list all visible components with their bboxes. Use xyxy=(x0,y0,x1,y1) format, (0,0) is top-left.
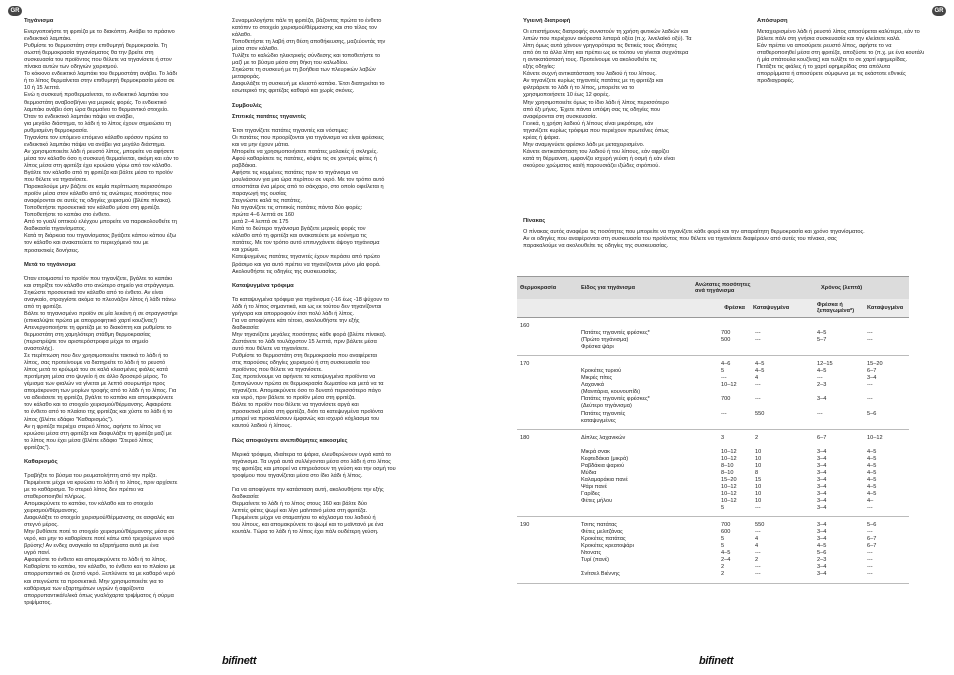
table-header xyxy=(517,276,909,299)
spacer xyxy=(24,269,226,276)
spacer xyxy=(232,445,447,452)
cell-time-fresh: 3–4 3–4 3–4 4–5 5–6 2–3 3–4 3–4 xyxy=(817,522,827,578)
paragraph: Έτσι τηγανίζετε πατάτες τηγανιτές και νόστιμες: Οι πατάτες που προορίζονται για τηγάνισμα να είναι φρέσκιες και να μην έχουν μάτια. Μπορείτε να χρησιμοποιήσετε πατάτες μαλακές ή σκληρές. Αφού καθαρίσετε τις πατάτες, κόψτε τις σε χοντρές φέτες ή ραβδάκια. Αφήστε τις κομμένες πατάτες πριν το τηγάνισμα να μουλιάσουν για μια ώρα περίπου σε νερό. Με τον τρόπο αυτό αποσπάται ένα μέρος από το σάκχαρο, στο οποίο οφείλεται η παραγωγή της ουσίας Στεγνώστε καλά τις πατάτες. Να τηγανίζετε τις σπιτικές πατάτες πάντα δύο φορές: πρώτα 4–6 λεπτά σε 160 μετά 2–4 λεπτά σε 175 Κατά το δεύτερο τηγάνισμα βγάζετε μερικές φορές τον κάλαθο από τη φριτέζα και ανακατεύετε με κούνημα τις πατάτες. Με τον τρόπο αυτό επιτυγχάνετε άψογο τηγάνισμα και χρώμα. Κατεψυγμένες πατάτες τηγανιτές έχουν περάσει από πρώτο βράσιμο και για αυτό πρέπει να τηγανίζονται μόνο μία φορά. Ακολουθήστε τις οδηγίες της συσκευασίας. xyxy=(232,127,385,275)
cell-qty-frozen: 4–5 4–5 4 --- --- 550 xyxy=(755,361,765,417)
section-heading: Υγιεινή διατροφή xyxy=(523,18,571,24)
section-heading: Καθαρισμός xyxy=(24,458,58,465)
cell-temperature: 190 xyxy=(520,522,530,529)
paragraph: Ενεργοποιήστε τη φριτέζα με το διακόπτη. Ανάβει το πράσινο ενδεικτικό λαμπάκι. Ρυθμίστε το θερμοστάτη στην επιθυμητή θερμοκρασία. Τη σωστή θερμοκρασία τηγανίσματος θα την βρείτε στη συσκευασία του προϊόντος που θέλετε να τηγανίσετε ή στον πίνακα αυτών των οδηγιών χειρισμού. Το κόκκινο ενδεικτικό λαμπάκι του θερμοστάτη ανάβει. Το λάδι ή το λίπος θερμαίνεται στην επιθυμητή θερμοκρασία μέσα σε 10 ή 15 λεπτά. Ενώ η συσκευή προθερμαίνεται, το ενδεικτικό λαμπάκι του θερμοστάτη αναβοσβήνει για μερικές φορές. Το ενδεικτικό λαμπάκι ανάβει όση ώρα θερμαίνει το θερμαντικό στοιχείο. Όταν το ενδεικτικό λαμπάκι πάψει να ανάβει, για μεγάλο διάστημα, το λάδι ή το λίπος έχουν σημειώσει τη ρυθμισμένη θερμοκρασία. Τηγανίστε τον επόμενο επόμενο κάλαθο εφόσον πρώτα το ενδεικτικό λαμπάκι πάψει να ανάβει για μεγάλο διάστημα. Αν χρησιμοποιείτε λάδι ή ρευστό λίπος, μπορείτε να αφήσετε μέσα τον κάλαθο όσο η συσκευή θερμαίνεται, ακόμη και εάν το λίπος μέσα στη φριτέζα έχει κρυώσει γύρω από τον κάλαθο. Βγάλτε τον κάλαθο από τη φριτέζα και βάλτε μέσα το προϊόν που θέλετε να τηγανίσετε. Παρακαλούμε μην βάζετε σε καμία περίπτωση περισσότερο προϊόν μέσα στον κάλαθο από τις ανώτερες ποσότητες που αναφέρονται σε αυτές τις οδηγίες χειρισμού (βλέπε πίνακα). Τοποθετήστε προσεκτικά τον κάλαθο μέσα στη φριτέζα. Τοποθετήστε το καπάκι στο ένθετο. Από το γυαλί οπτικού ελέγχου μπορείτε να παρακολουθείτε τη διαδικασία τηγανίσματος. Κατά τη διάρκεια του τηγανίσματος βγάζετε κάπου κάπου έξω τον κάλαθο και ανακατεύετε το περιεχόμενό του με προσεκτικές δονήσεις. xyxy=(24,29,179,254)
table-body xyxy=(517,318,909,584)
section-heading: Πίνακας xyxy=(523,218,546,224)
section-heading: Απόσυρση xyxy=(757,18,788,24)
section-heading: Συμβουλές xyxy=(232,102,262,109)
column-1 xyxy=(24,18,226,607)
spacer xyxy=(232,431,447,438)
paragraph: Όταν ετοιμαστεί το προϊόν που τηγανίζετε, βγάλτε το καπάκι και στηρίξτε τον κάλαθο στο ανώτερο σημείο για στράγγισμα. Σηκώστε προσεκτικά τον κάλαθο από το ένθετο. Αν είναι αναγκαίο, στραγγίστε ακόμα το πλεονάζον λίπος ή λάδι πάνω από τη φριτέζα. Βάλτε το τηγανισμένο προϊόν σε μία λεκάνη ή σε στραγγιστήρι (επικαλύψτε πρώτα με απορροφητικό χαρτί κουζίνας!) Απενεργοποιήστε τη φριτέζα με το διακόπτη και ρυθμίστε το θερμοστάτη στη χαμηλότερη στάθμη θερμοκρασίας (περιστρέψτε τον αριστερόστροφα μέχρι το σημείο αναστολής). Σε περίπτωση που δεν χρησιμοποιείτε τακτικά το λάδι ή το λίπος, σας προτείνουμε να διατηρείτε το λάδι ή το ρευστό λίπος μετά το κρύωμά του σε καλά κλεισμένες φιάλες κατά προτίμηση μέσα στο ψυγείο ή σε άλλο δροσερό μέρος. Το γέμισμα των φιαλών να γίνεται με λεπτό σουρωτήρι προς απομάκρυνση των μορίων τροφής από το λάδι ή το λίπος. Για να αδειάσετε τη φριτέζα, βγάλτε το καπάκι και απομακρύνετε τον κάλαθο και το στοιχείο χειρισμού/θέρμανσης. Αφαιρέστε το ένθετο από το πλαίσιο της φριτέζας και χύστε το λάδι ή το λίπος (βλέπε εδάφιο "Καθαρισμός"). Αν η φριτέζα περιέχει στερεό λίπος, αφήστε το λίπος να κρυώσει μέσα στη φριτέζα και διαφυλάξτε τη φριτέζα μαζί με το λίπος που έχει μέσα (βλέπε εδάφιο "Στερεό λίπος φριτέζας"). xyxy=(24,275,178,451)
column-3 xyxy=(523,18,743,170)
spacer xyxy=(232,276,447,283)
header-food: Είδος για τηγάνισμα xyxy=(581,284,636,291)
brand-logo: bifinett xyxy=(222,655,257,667)
table-subheader xyxy=(517,299,909,318)
cell-time-frozen: 10–12 4–5 4–5 4–5 4–5 4–5 4–5 4–5 4– --- xyxy=(867,434,883,512)
paragraph: Οι επιστήμονες διατροφής συνιστούν τη χρήση φυτικών λαδιών και λιπών που περιέχουν ακόρεστα λιπαρά οξέα (π.χ. λινελαϊκό οξύ). Τα λίπη όμως αυτά χάνουν γρηγορότερα τις θετικές τους ιδιότητες από ότι τα άλλα λίπη και πρέπει ως εκ τούτου να γίνεται συχνότερα η αντικατάστασή τους. Προτείνουμε να ακολουθείτε τις εξής οδηγίες: Κάνετε συχνή αντικατάσταση του λαδιού ή του λίπους. Αν τηγανίζετε κυρίως τηγανιτές πατάτες με τη φριτέζα και φιλτράρετε το λάδι ή το λίπος, μπορείτε να το χρησιμοποιήσετε 10 έως 12 φορές. Μην χρησιμοποιείτε όμως το ίδιο λάδι ή λίπος περισσότερο από έξι μήνες. Έχετε πάντα υπόψη σας τις οδηγίες που αναφέρονται στη συσκευασία. Γενικά, η χρήση λαδιού ή λίπους είναι μικρότερη, εάν τηγανίζετε κυρίως τρόφιμα που περιέχουν πρωτεΐνες όπως κρέας ή ψάρια. Μην αναμιγνύετε φρέσκο λάδι με μεταχειρισμένο. Κάνετε αντικατάσταση του λαδιού ή του λίπους, εάν αφρίζει κατά τη θέρμανση, εμφανίζει ισχυρή γεύση ή οσμή ή εάν είναι σκούρου χρώματος και/ή παρουσιάζει ιξώδες σιρόπιού. xyxy=(523,29,692,169)
table-row xyxy=(517,430,909,518)
spacer xyxy=(24,255,226,262)
header-time: Χρόνος (λεπτά) xyxy=(821,284,863,291)
brand-logo: bifinett xyxy=(699,655,734,667)
paragraph: Τραβήξτε το βύσμα του ρευματολήπτη από την πρίζα. Περιμένετε μέχρι να κρυώσει το λάδι ή το λίπος, πριν αρχίσετε με το καθάρισμα. Το στερεό λίπος δεν πρέπει να σταθεροποιηθεί πλήρως. Απομακρύνετε το καπάκι, τον κάλαθο και το στοιχείο χειρισμού/θέρμανσης. Διαφυλάξτε το στοιχείο χειρισμού/θέρμανσης σε ασφαλές και στεγνό μέρος. Μην βυθίσετε ποτέ το στοιχείο χειρισμού/θέρμανσης μέσα σε νερό, και μην το καθαρίσετε ποτέ κάτω από τρεχούμενο νερό βρύσης! Αν ενδεχ αναγκαίο τα εξαρτήματα αυτά με ένα υγρό πανί. Αφαιρέστε το ένθετο και απομακρύνετε το λάδι ή το λίπος. Καθαρίστε το καπάκι, τον κάλαθο, το ένθετο και το πλαίσιο με απορρυπαντικό σε ζεστό νερό. Ξεπλύνετε τα με καθαρό νερό και στεγνώστε τα προσεκτικά. Μην χρησιμοποιείτε για το καθάρισμα των εξαρτημάτων υγρών ή αφρίζοντα απορρυπαντικά/υλικά όπως γυαλόχαρτα τριψίματος ή σύρμα τριψίματος. xyxy=(24,472,178,606)
cell-qty-frozen: 2 10 10 10 8 15 10 10 10 --- xyxy=(755,434,762,512)
spacer xyxy=(232,96,447,103)
column-4 xyxy=(757,18,933,85)
table-row xyxy=(517,356,909,429)
column-2 xyxy=(232,18,447,536)
language-badge: GR xyxy=(8,6,22,16)
paragraph: Τα καταψυγμένα τρόφιμα για τηγάνισμα (-16 έως -18 ψύχουν το λάδι ή το λίπος σημαντικά, και ως εκ τούτου δεν τηγανίζονται γρήγορα και απορροφούν έτσι πολύ λάδι ή λίπος. Για να αποφύγετε κάτι τέτοιο, ακολουθήστε την εξής διαδικασία: Μην τηγανίζετε μεγάλες ποσότητες κάθε φορά (βλέπε πίνακα). Ζεστάνετε το λάδι τουλάχιστον 15 λεπτά, πριν βάλετε μέσα αυτό που θέλετε να τηγανίσετε. Ρυθμίστε το θερμοστάτη στη θερμοκρασία που αναφέρεται στις παρούσες οδηγίες χειρισμού ή στη συσκευασία του προϊόντος που θέλετε να τηγανίσετε. Σας προτείνουμε να αφήνετε τα κατεψυγμένα προϊόντα να ξεπαγώνουν πρώτα σε θερμοκρασία δωματίου και μετά να τα τηγανίζετε. Απομακρύνετε όσο το δυνατό περισσότερο πάγο και νερό, πριν βάλετε το προϊόν μέσα στη φριτέζα. Βάλτε το προϊόν που θέλετε να τηγανίσετε αργά και προσεκτικά μέσα στη φριτέζα, διότι τα κατεψυγμένα προϊόντα μπορεί να προκαλέσουν έμφανώς και ισχυρό κόχλασμα του καυτού λαδιού ή λίπους. xyxy=(232,296,389,430)
table-row xyxy=(517,517,909,583)
cell-time-frozen: 5–6 --- 6–7 6–7 --- --- --- --- xyxy=(867,522,877,578)
cell-qty-fresh: 700 600 5 5 4–5 2–4 2 2 xyxy=(721,522,731,578)
cell-qty-frozen: --- --- xyxy=(755,330,761,344)
cell-qty-fresh: 4–6 5 --- 10–12 700 --- xyxy=(721,361,737,417)
cell-time-frozen: 15–20 6–7 3–4 --- --- 5–6 xyxy=(867,361,883,417)
cell-food: Πατάτες τηγανιτές φρέσκες* (Πρώτο τηγάνισμα) Φρέσκα ψάρι xyxy=(581,330,650,351)
spacer xyxy=(24,466,226,473)
subheader-frozen: Καταψυγμένα xyxy=(753,304,790,311)
cell-temperature: 160 xyxy=(520,323,530,329)
spacer xyxy=(24,452,226,459)
right-page xyxy=(477,0,954,675)
paragraph: Ο πίνακας αυτός αναφέρει τις ποσότητες που μπορείτε να τηγανίζετε κάθε φορά και την απαραίτητη θερμοκρασία και χρόνο τηγανίσματος. Αν οι οδηγίες που αναφέρονται στη συσκευασία του προϊόντος που θέλετε να τηγανίσετε διαφέρουν από αυτές του πίνακα, σας παρακαλούμε να ακολουθείτε τις οδηγίες της συσκευασίας. xyxy=(523,229,865,250)
subheader-fresh-thawed: Φρέσκα ή ξεπαγωμένα*) xyxy=(817,301,855,314)
section-heading: Πώς αποφεύγετε ανεπιθύμητες κακοσμίες xyxy=(232,437,348,444)
cell-qty-frozen: 550 --- 4 4 --- 2 --- --- xyxy=(755,522,765,578)
cell-temperature: 170 xyxy=(520,361,530,368)
cell-food: Κροκέτες τυριού Μικρές πίτες Λαχανικά (Μανιτάρια, κουνουπίδι) Πατάτες τηγανιτές φρέσκες* (Δεύτερο τηγάνισμα) Πατάτες τηγανιτές καταψυγμένες xyxy=(581,368,650,424)
cell-temperature: 180 xyxy=(520,434,530,441)
table-intro xyxy=(523,218,933,250)
section-heading: Τηγάνισμα xyxy=(24,18,54,24)
header-temperature: Θερμοκρασία xyxy=(520,284,557,291)
subheader-fresh: Φρέσκα xyxy=(724,304,745,311)
subheader-frozen-2: Καταψυγμένα xyxy=(867,304,904,311)
cell-time-fresh: 6–7 3–4 3–4 3–4 3–4 3–4 3–4 3–4 3–4 3–4 xyxy=(817,434,827,512)
section-heading: Σπιτικές πατάτες τηγανιτές xyxy=(232,113,306,120)
table-row xyxy=(517,318,909,356)
paragraph: Συναρμολογήστε πάλι τη φριτέζα, βάζοντας πρώτα το ένθετο κατόπιν το στοιχείο χειρισμού/θέρμανσης και στο τέλος τον κάλαθο. Τοποθετήστε τη λαβή στη θέση αποθήκευσης, μαζεύοντάς την μέσα στον κάλαθο. Τυλίξτε το καλώδιο ηλεκτρικής σύνδεσης και τοποθετήστε το μαζί με το βύσμα μέσα στη θήκη του καλωδίου. Σηκώστε τη συσκευή με τη βοήθεια των πλευρικών λαβών μεταφοράς. Διαφυλάξτε τη συσκευή με κλειστό καπάκι. Έτσι διατηρείται το εσωτερικό της φριτέζας καθαρό και χωρίς σκόνες. xyxy=(232,18,386,95)
cell-time-fresh: 12–15 4–5 --- 2–3 3–4 --- xyxy=(817,361,833,417)
paragraph: Μεταχειρισμένο λάδι ή ρευστό λίπος αποσύρεται καλύτερα, εάν το βάλετε πάλι στη γνήσια συσκευασία και την κλείσετε καλά. Εάν πρέπει να αποσύρετε ρευστό λίπος, αφήστε το να σταθεροποιηθεί μέσα στη φριτέζα, αποξύστε το (π.χ. με ένα κουτάλι ή μία σπάτουλα κουζίνας) και τυλίξτε το σε χαρτί εφημερίδας. Πετάξτε τις φιάλες ή το χαρτί εφημερίδας στα απόλυτα απορρίμματα ή αποσύρετε σύμφωνα με τις εκάστοτε εθνικές προδιαγραφές. xyxy=(757,29,924,85)
cell-food: Δίπλες λαχανικών Μικρά σνακ Κεφτεδάκια (μικρά) Ραβδάκια ψαριού Μύδια Καλαμαράκια πανέ Ψάρι πανέ Γαρίδες Φέτες μήλου xyxy=(581,434,629,505)
header-quantity: Ανώτατες ποσότητες ανά τηγάνισμα xyxy=(695,281,751,294)
cell-food: Τσιπς πατάτας Φέτες μελιτζάνας Κροκέτες πατάτας Κροκέτες κρεατοψάρι Ντονατς Τυρί (πανέ) Σνίτσελ Βιέννης xyxy=(581,522,634,578)
frying-table xyxy=(517,276,909,584)
cell-qty-fresh: 3 10–12 10–12 8–10 8–10 15–20 10–12 10–12 10–12 5 xyxy=(721,434,737,512)
cell-time-frozen: --- --- xyxy=(867,330,873,344)
spacer xyxy=(232,290,447,297)
paragraph: Μερικά τρόφιμα, ιδιαίτερα τα ψάρια, ελευθερώνουν υγρά κατά το τηγάνισμα. Τα υγρά αυτά συλλέγονται μέσα στο λάδι ή στο λίπος της φριτέζας και μπορεί να επηρεάσουν τη γεύση και την οσμή του τροφίμου που τηγανίζεται μέσα στο ίδιο λάδι ή λίπος. Για να αποφύγετε την κατάσταση αυτή, ακολουθήστε την εξής διαδικασία: Θερμαίνετε το λάδι ή το λίπος στους 160 και βάλτε δύο λεπτές φέτες ψωμί και λίγο μαϊντανό μέσα στη φριτέζα. Περιμένετε μέχρι να σταματήσει το κόχλασμα του λαδιού ή του λίπους, και απομακρύνετε το ψωμί και το μαϊντανό με ένα κουτάλι. Τώρα το λάδι ή το λίπος έχει πάλι ουδέτερη γεύση. xyxy=(232,451,396,536)
section-heading: Καταψυγμένα τρόφιμα xyxy=(232,282,294,289)
cell-time-fresh: 4–5 5–7 xyxy=(817,330,827,344)
section-heading: Μετά το τηγάνισμα xyxy=(24,261,76,268)
spacer xyxy=(232,121,447,128)
language-badge: GR xyxy=(932,6,946,16)
cell-qty-fresh: 700 500 xyxy=(721,330,731,344)
